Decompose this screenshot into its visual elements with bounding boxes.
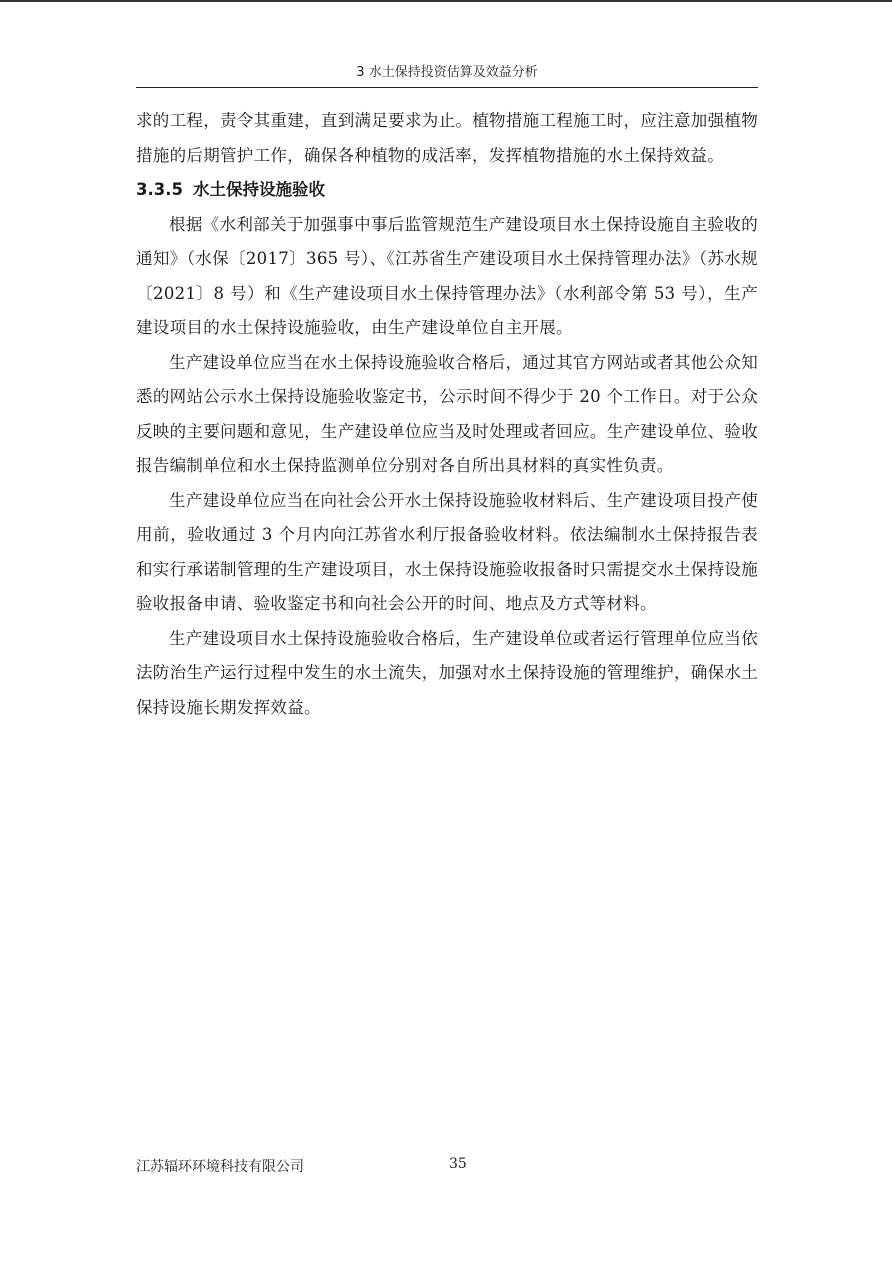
header-title: 3 水土保持投资估算及效益分析 xyxy=(356,65,538,80)
footer-company-name: 江苏辐环环境科技有限公司 xyxy=(136,1159,304,1175)
page-number: 35 xyxy=(449,1156,467,1172)
paragraph-continued: 求的工程，责令其重建，直到满足要求为止。植物措施工程施工时，应注意加强植物措施的后期管护工作，确保各种植物的成活率，发挥植物措施的水土保持效益。 xyxy=(136,111,758,165)
paragraph-maintenance: 生产建设项目水土保持设施验收合格后，生产建设单位或者运行管理单位应当依法防治生产运行过程中发生的水土流失，加强对水土保持设施的管理维护，确保水土保持设施长期发挥效益。 xyxy=(136,628,758,717)
section-title: 水土保持设施验收 xyxy=(192,180,325,199)
paragraph-publicity: 生产建设单位应当在水土保持设施验收合格后，通过其官方网站或者其他公众知悉的网站公示水土保持设施验收鉴定书，公示时间不得少于 20 个工作日。对于公众反映的主要问题和意见，生产建设单位应当及时处理或者回应。生产建设单位、验收报告编制单位和水土保持监测单位分别对各自所出具材料的真实性负责。 xyxy=(136,352,758,475)
document-body xyxy=(136,104,758,725)
top-border-line xyxy=(0,0,892,2)
paragraph-filing: 生产建设单位应当在向社会公开水土保持设施验收材料后、生产建设项目投产使用前，验收通过 3 个月内向江苏省水利厅报备验收材料。依法编制水土保持报告表和实行承诺制管理的生产建设项目，水土保持设施验收报备时只需提交水土保持设施验收报备申请、验收鉴定书和向社会公开的时间、地点及方式等材料。 xyxy=(136,490,758,613)
section-heading xyxy=(136,173,758,208)
section-number: 3.3.5 xyxy=(136,180,183,199)
paragraph-regulations: 根据《水利部关于加强事中事后监管规范生产建设项目水土保持设施自主验收的通知》（水保〔2017〕365 号）、《江苏省生产建设项目水土保持管理办法》（苏水规〔2021〕8 号）和《生产建设项目水土保持管理办法》（水利部令第 53 号），生产建设项目的水土保持设施验收，由生产建设单位自主开展。 xyxy=(136,214,758,337)
page-header xyxy=(136,58,758,88)
